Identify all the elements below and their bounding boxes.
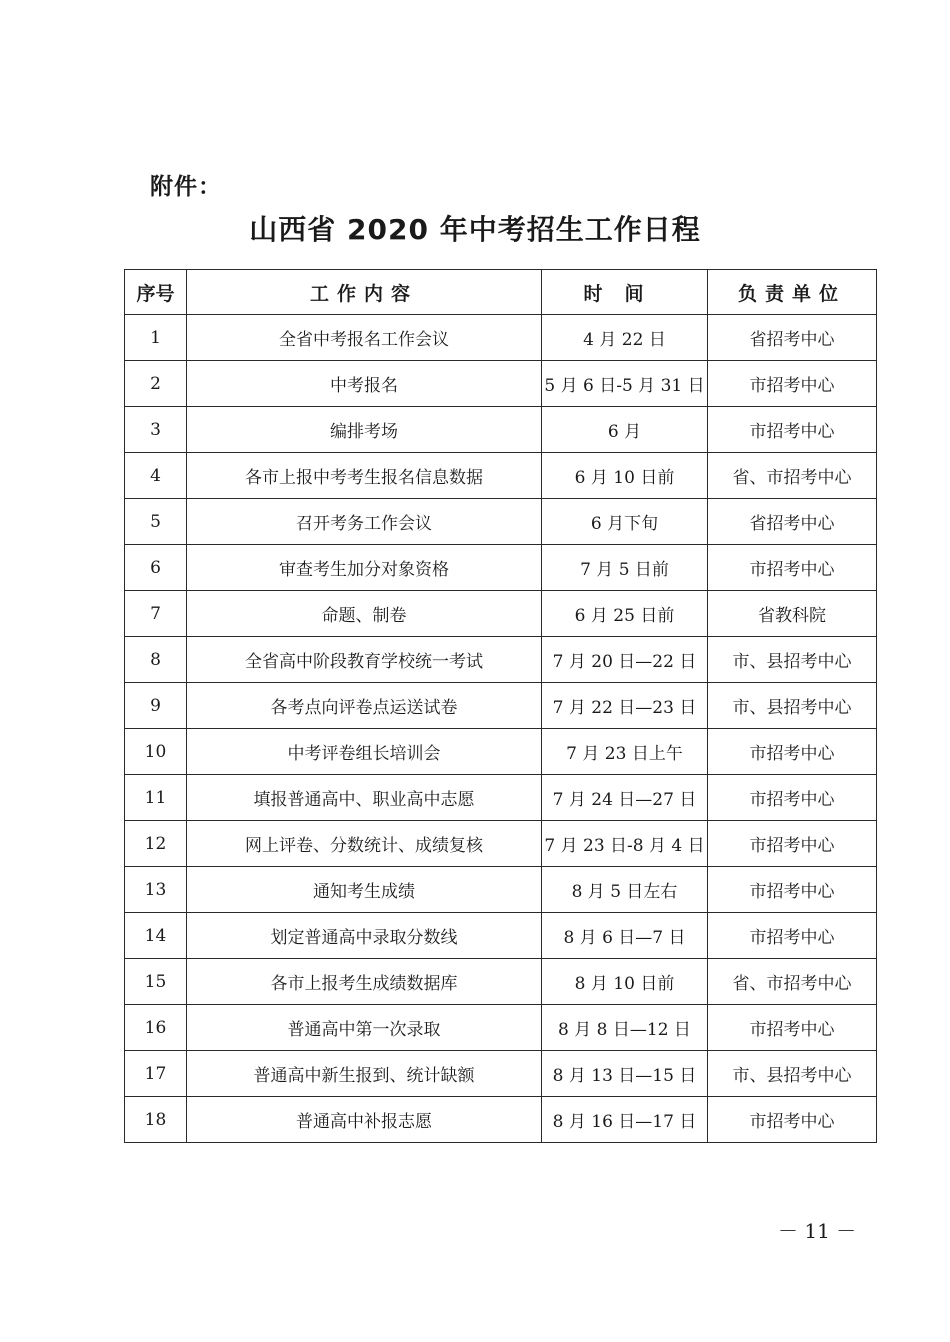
table-row (125, 361, 877, 407)
cell-number: 12 (125, 821, 187, 867)
cell-unit: 省、市招考中心 (708, 453, 877, 499)
cell-time: 6 月下旬 (542, 499, 708, 545)
cell-time: 7 月 23 日上午 (542, 729, 708, 775)
cell-number: 6 (125, 545, 187, 591)
table-row (125, 775, 877, 821)
cell-time: 8 月 16 日—17 日 (542, 1097, 708, 1143)
cell-unit: 省招考中心 (708, 315, 877, 361)
table-row (125, 637, 877, 683)
cell-number: 2 (125, 361, 187, 407)
cell-unit: 市招考中心 (708, 913, 877, 959)
header-number: 序号 (125, 270, 187, 315)
cell-content: 命题、制卷 (187, 591, 542, 637)
table-row (125, 545, 877, 591)
attachment-label: 附件： (150, 174, 222, 200)
header-time: 时间 (542, 270, 708, 315)
cell-number: 15 (125, 959, 187, 1005)
cell-time: 8 月 5 日左右 (542, 867, 708, 913)
cell-content: 填报普通高中、职业高中志愿 (187, 775, 542, 821)
table-row (125, 913, 877, 959)
cell-number: 1 (125, 315, 187, 361)
cell-unit: 市招考中心 (708, 1005, 877, 1051)
table-row (125, 821, 877, 867)
cell-time: 6 月 10 日前 (542, 453, 708, 499)
table-row (125, 1097, 877, 1143)
cell-unit: 市招考中心 (708, 361, 877, 407)
schedule-table (124, 269, 877, 1143)
cell-unit: 市、县招考中心 (708, 683, 877, 729)
cell-number: 8 (125, 637, 187, 683)
cell-content: 各考点向评卷点运送试卷 (187, 683, 542, 729)
cell-content: 普通高中第一次录取 (187, 1005, 542, 1051)
cell-content: 全省高中阶段教育学校统一考试 (187, 637, 542, 683)
table-row (125, 1051, 877, 1097)
cell-time: 8 月 10 日前 (542, 959, 708, 1005)
cell-time: 5 月 6 日-5 月 31 日 (542, 361, 708, 407)
cell-content: 中考评卷组长培训会 (187, 729, 542, 775)
cell-unit: 市招考中心 (708, 407, 877, 453)
cell-content: 通知考生成绩 (187, 867, 542, 913)
cell-time: 8 月 8 日—12 日 (542, 1005, 708, 1051)
cell-number: 13 (125, 867, 187, 913)
table-row (125, 867, 877, 913)
cell-content: 编排考场 (187, 407, 542, 453)
cell-content: 普通高中补报志愿 (187, 1097, 542, 1143)
cell-time: 7 月 24 日—27 日 (542, 775, 708, 821)
page-title: 山西省 2020 年中考招生工作日程 (249, 213, 701, 246)
cell-number: 17 (125, 1051, 187, 1097)
cell-unit: 市、县招考中心 (708, 1051, 877, 1097)
table-row (125, 683, 877, 729)
table-row (125, 1005, 877, 1051)
cell-number: 3 (125, 407, 187, 453)
cell-content: 审查考生加分对象资格 (187, 545, 542, 591)
cell-time: 7 月 20 日—22 日 (542, 637, 708, 683)
cell-content: 各市上报考生成绩数据库 (187, 959, 542, 1005)
cell-unit: 省教科院 (708, 591, 877, 637)
cell-number: 7 (125, 591, 187, 637)
cell-number: 18 (125, 1097, 187, 1143)
header-unit: 负责单位 (708, 270, 877, 315)
cell-unit: 市、县招考中心 (708, 637, 877, 683)
cell-content: 划定普通高中录取分数线 (187, 913, 542, 959)
cell-number: 14 (125, 913, 187, 959)
cell-unit: 市招考中心 (708, 821, 877, 867)
cell-content: 普通高中新生报到、统计缺额 (187, 1051, 542, 1097)
page-number: － 11 － (778, 1219, 857, 1243)
cell-time: 7 月 22 日—23 日 (542, 683, 708, 729)
cell-unit: 市招考中心 (708, 867, 877, 913)
table-row (125, 591, 877, 637)
cell-time: 4 月 22 日 (542, 315, 708, 361)
cell-unit: 市招考中心 (708, 545, 877, 591)
cell-unit: 市招考中心 (708, 729, 877, 775)
cell-unit: 市招考中心 (708, 1097, 877, 1143)
cell-content: 各市上报中考考生报名信息数据 (187, 453, 542, 499)
cell-number: 16 (125, 1005, 187, 1051)
table-header-row (125, 270, 877, 315)
cell-time: 6 月 (542, 407, 708, 453)
cell-number: 5 (125, 499, 187, 545)
table-row (125, 959, 877, 1005)
cell-content: 全省中考报名工作会议 (187, 315, 542, 361)
cell-number: 11 (125, 775, 187, 821)
cell-content: 网上评卷、分数统计、成绩复核 (187, 821, 542, 867)
cell-unit: 市招考中心 (708, 775, 877, 821)
cell-unit: 省招考中心 (708, 499, 877, 545)
header-content: 工作内容 (187, 270, 542, 315)
table-row (125, 453, 877, 499)
cell-time: 7 月 23 日-8 月 4 日 (542, 821, 708, 867)
cell-number: 9 (125, 683, 187, 729)
cell-content: 召开考务工作会议 (187, 499, 542, 545)
cell-time: 8 月 13 日—15 日 (542, 1051, 708, 1097)
cell-unit: 省、市招考中心 (708, 959, 877, 1005)
table-row (125, 729, 877, 775)
cell-time: 8 月 6 日—7 日 (542, 913, 708, 959)
table-row (125, 407, 877, 453)
table-row (125, 315, 877, 361)
cell-number: 10 (125, 729, 187, 775)
table-row (125, 499, 877, 545)
cell-time: 7 月 5 日前 (542, 545, 708, 591)
cell-content: 中考报名 (187, 361, 542, 407)
cell-number: 4 (125, 453, 187, 499)
cell-time: 6 月 25 日前 (542, 591, 708, 637)
